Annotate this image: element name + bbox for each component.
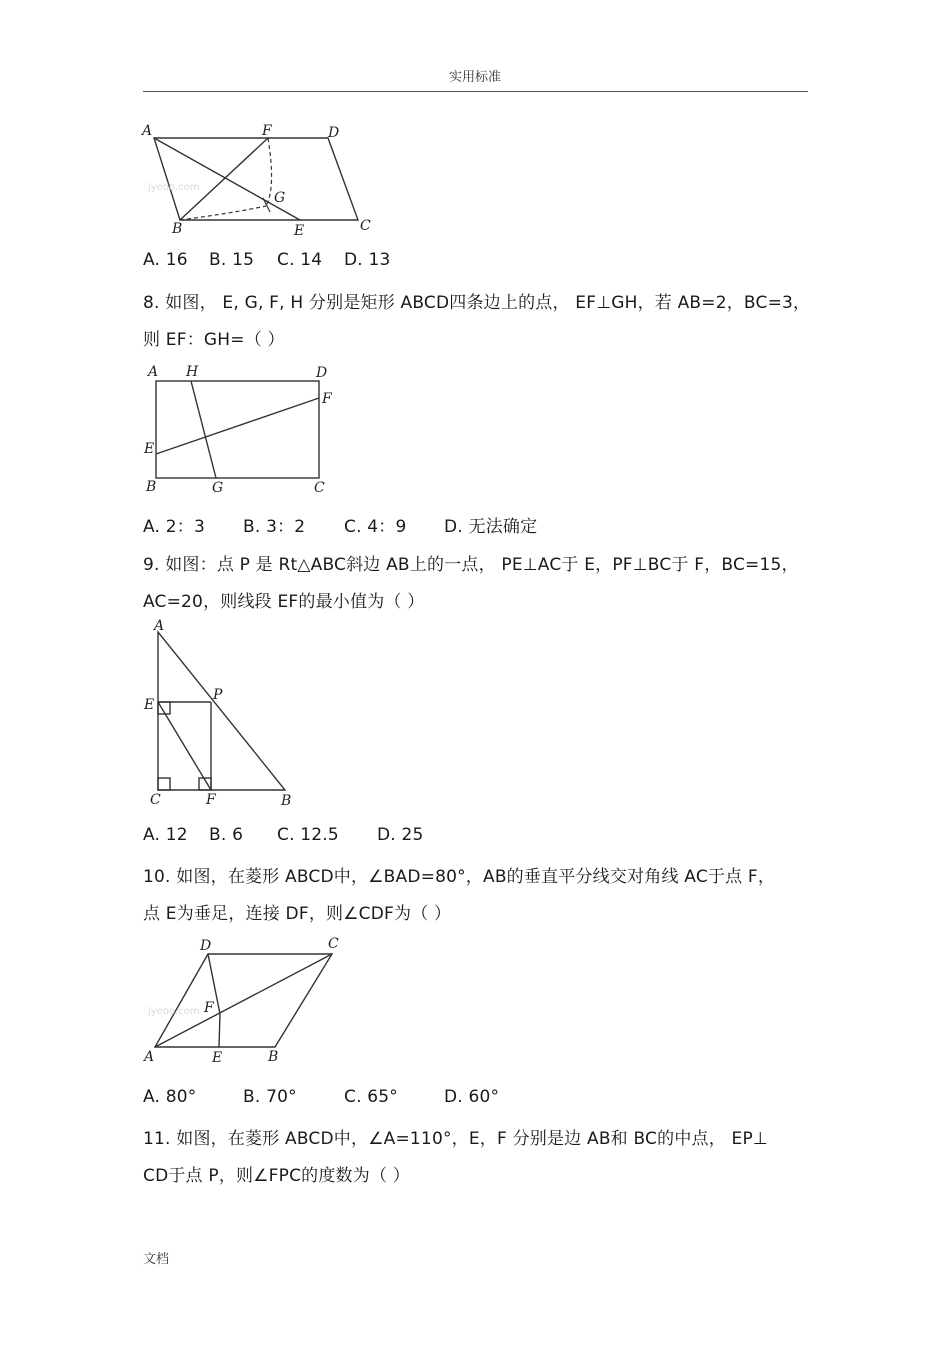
q8-label-d: D	[316, 365, 328, 381]
header-divider	[143, 91, 808, 92]
q7-parallelogram	[154, 138, 358, 220]
q9-label-c: C	[150, 792, 161, 808]
q8-label-a: A	[148, 364, 159, 380]
q8-text-line1: 8. 如图， E, G, F, H 分别是矩形 ABCD四条边上的点， EF⊥GH，若 AB=2，BC=3，	[143, 293, 811, 313]
q9-option-b[interactable]: B. 6	[209, 825, 244, 845]
q7-arc-mark	[263, 198, 270, 212]
q8-option-a[interactable]: A. 2：3	[143, 517, 205, 537]
q8-option-b[interactable]: B. 3：2	[243, 517, 306, 537]
q10-label-b: B	[268, 1049, 279, 1065]
q7-label-f: F	[262, 123, 272, 139]
q9-triangle	[158, 632, 285, 790]
q9-label-p: P	[213, 687, 223, 703]
q10-watermark: jyeoo.com	[148, 1006, 200, 1017]
q8-label-e: E	[144, 441, 155, 457]
q8-segment-hg	[191, 381, 216, 478]
q10-options	[143, 1087, 808, 1109]
q10-label-f: F	[204, 1000, 214, 1016]
q9-figure	[140, 616, 310, 810]
q7-label-d: D	[328, 125, 340, 141]
q9-label-e: E	[144, 697, 155, 713]
q8-options	[143, 512, 808, 537]
q7-option-b[interactable]: B. 15	[209, 250, 255, 270]
q10-text-line1: 10. 如图，在菱形 ABCD中，∠BAD=80°，AB的垂直平分线交对角线 AC于点 F，	[143, 867, 776, 887]
q7-option-c[interactable]: C. 14	[277, 250, 323, 270]
q8-figure	[140, 360, 340, 496]
q9-label-f: F	[206, 792, 216, 808]
q10-label-a: A	[144, 1049, 155, 1065]
q8-label-h: H	[186, 364, 199, 380]
q7-option-d[interactable]: D. 13	[344, 250, 391, 270]
q7-label-e: E	[294, 223, 305, 239]
q8-segment-ef	[156, 398, 319, 454]
q11-text-line1: 11. 如图，在菱形 ABCD中，∠A=110°，E，F 分别是边 AB和 BC的中点， EP⊥	[143, 1129, 768, 1149]
q11-text-line2: CD于点 P，则∠FPC的度数为（ ）	[143, 1166, 410, 1186]
q9-text-line2: AC=20，则线段 EF的最小值为（ ）	[143, 592, 425, 612]
q10-figure	[140, 932, 355, 1068]
q8-label-g: G	[212, 480, 224, 496]
q9-option-d[interactable]: D. 25	[377, 825, 424, 845]
q9-option-a[interactable]: A. 12	[143, 825, 188, 845]
q7-label-a: A	[142, 123, 153, 139]
q7-label-g: G	[274, 190, 286, 206]
header-title: 实用标准	[448, 70, 501, 85]
q10-option-c[interactable]: C. 65°	[344, 1087, 399, 1107]
q9-label-b: B	[281, 793, 292, 809]
q9-text-line1: 9. 如图：点 P 是 Rt△ABC斜边 AB上的一点， PE⊥AC于 E，PF⊥BC于 F，BC=15，	[143, 555, 799, 575]
q9-right-angle-c	[158, 778, 170, 790]
q7-watermark: jyeoo.com	[148, 182, 200, 193]
q9-options	[143, 825, 808, 847]
footer-label: 文档	[143, 1252, 170, 1267]
q10-option-a[interactable]: A. 80°	[143, 1087, 197, 1107]
q9-label-a: A	[154, 618, 165, 634]
q10-option-d[interactable]: D. 60°	[444, 1087, 500, 1107]
q8-label-b: B	[146, 479, 157, 495]
q8-label-c: C	[314, 480, 325, 496]
q10-option-b[interactable]: B. 70°	[243, 1087, 297, 1107]
q7-arc-upper	[266, 138, 272, 206]
q8-rectangle	[156, 381, 319, 478]
q7-option-a[interactable]: A. 16	[143, 250, 188, 270]
q8-text-line2: 则 EF：GH=（ ）	[143, 330, 285, 350]
q7-options	[143, 250, 808, 272]
q10-label-d: D	[200, 938, 212, 954]
q7-figure	[138, 118, 378, 240]
q7-label-b: B	[172, 221, 183, 237]
q9-option-c[interactable]: C. 12.5	[277, 825, 339, 845]
q10-text-line2: 点 E为垂足，连接 DF，则∠CDF为（ ）	[143, 904, 452, 924]
q8-label-f: F	[322, 391, 332, 407]
q10-label-e: E	[212, 1050, 223, 1066]
q8-option-d[interactable]: D. 无法确定	[444, 517, 538, 537]
q9-segment-ef	[158, 702, 211, 790]
q7-segment-bf	[180, 138, 268, 220]
q8-option-c[interactable]: C. 4：9	[344, 517, 407, 537]
q10-label-c: C	[328, 936, 339, 952]
q7-label-c: C	[360, 218, 371, 234]
q10-segment-fe	[219, 1014, 220, 1047]
